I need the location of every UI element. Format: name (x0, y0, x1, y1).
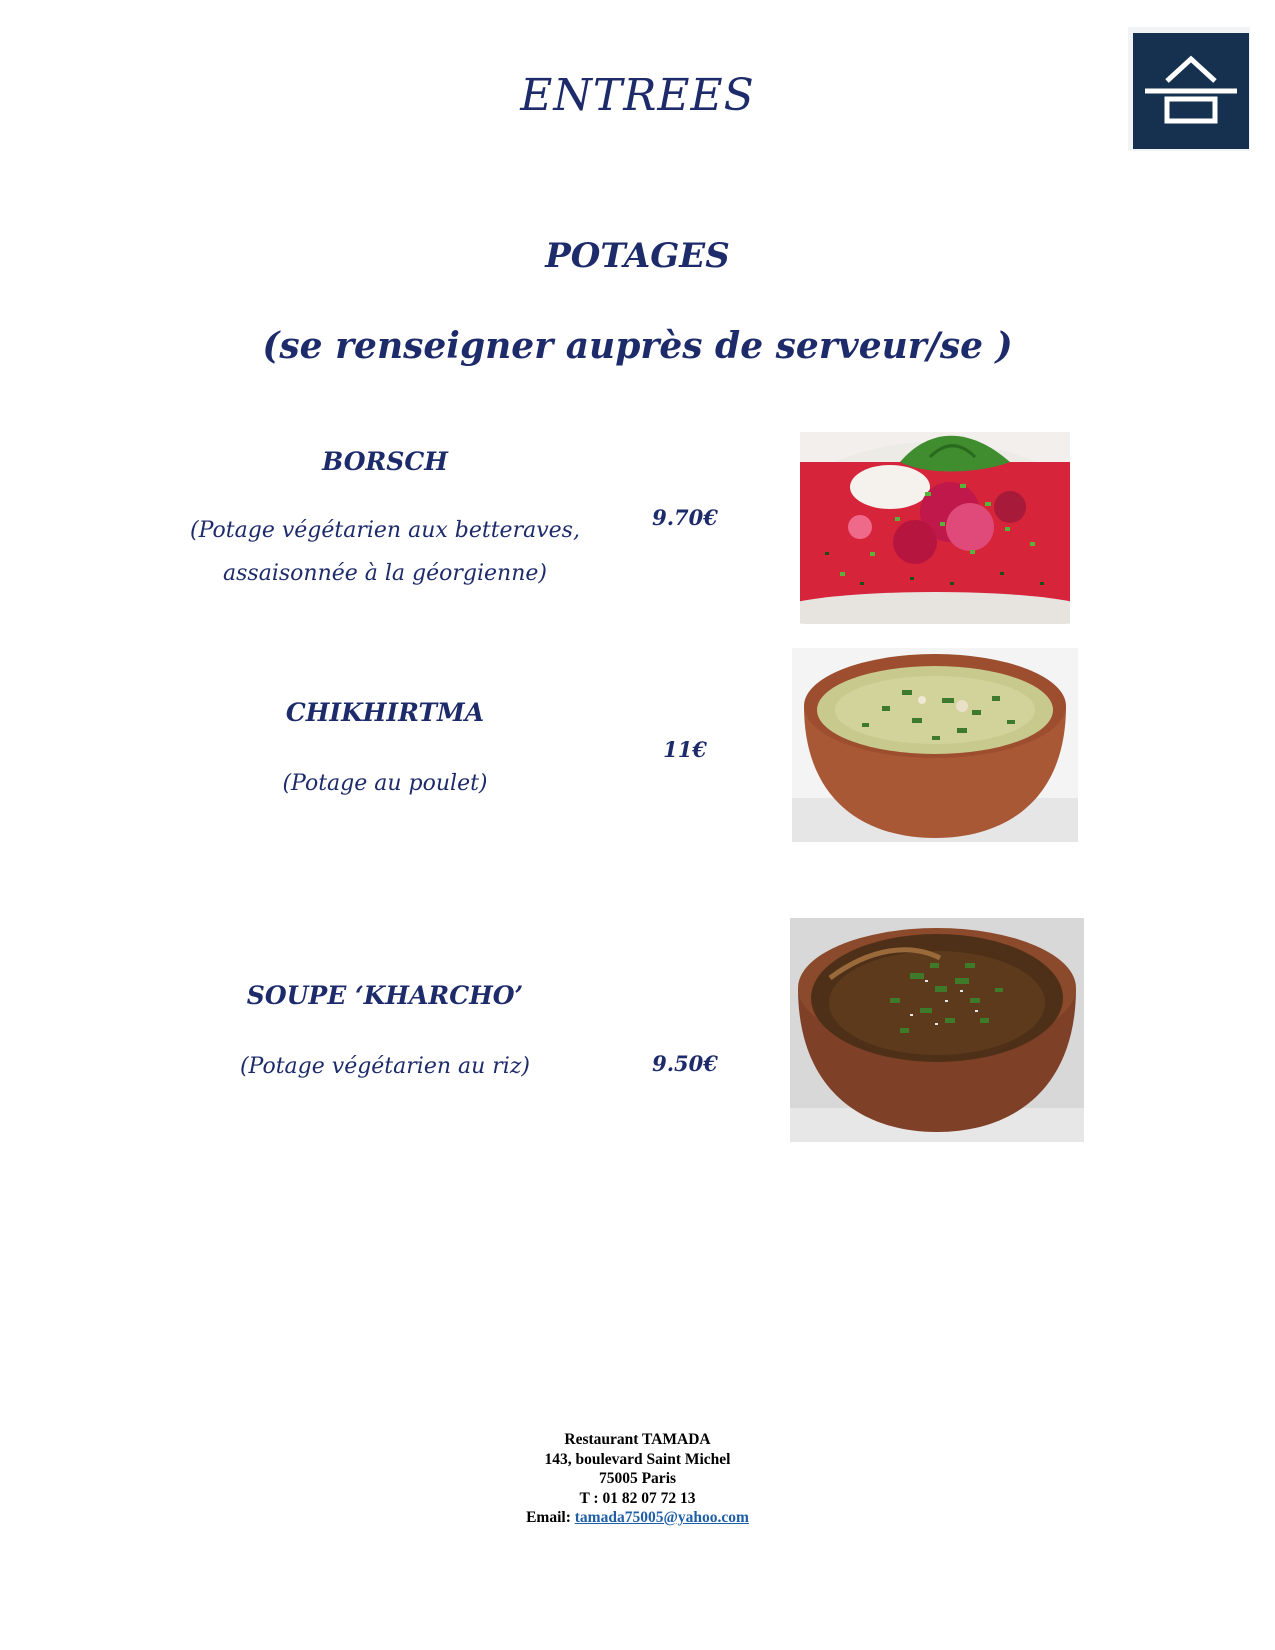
restaurant-email-line (0, 1508, 1275, 1528)
dish-description-line: (Potage végétarien au riz) (239, 1054, 531, 1079)
restaurant-city: 75005 Paris (598, 1470, 677, 1487)
dish-name: CHIKHIRTMA (285, 698, 485, 727)
email-link[interactable]: tamada75005@yahoo.com (574, 1509, 749, 1526)
dish-price: 9.50€ (652, 1051, 718, 1076)
dish-price: 9.70€ (652, 505, 718, 530)
restaurant-footer (0, 1430, 1275, 1528)
kharcho-bowl-photo (790, 918, 1084, 1142)
restaurant-phone: T : 01 82 07 72 13 (579, 1489, 696, 1507)
dish-description (150, 509, 620, 595)
dish-description-line: (Potage au poulet) (282, 771, 488, 796)
dish-description-line: assaisonnée à la géorgienne) (223, 561, 547, 586)
dish-description (150, 762, 620, 805)
section-title: POTAGES (545, 236, 730, 276)
dish-price: 11€ (663, 737, 707, 762)
borscht-bowl-photo (800, 432, 1070, 624)
dish-description-line: (Potage végétarien aux betteraves, (190, 518, 580, 543)
dish-name: SOUPE ‘KHARCHO’ (246, 981, 524, 1010)
section-note: (se renseigner auprès de serveur/se ) (262, 325, 1013, 367)
dish-name: BORSCH (322, 447, 448, 476)
chikhirtma-bowl-photo (792, 648, 1078, 842)
email-label: Email: (526, 1509, 571, 1526)
restaurant-address: 143, boulevard Saint Michel (544, 1450, 731, 1468)
page-title: ENTREES (520, 70, 755, 121)
restaurant-name: Restaurant TAMADA (564, 1431, 711, 1448)
dish-description (150, 1045, 620, 1088)
